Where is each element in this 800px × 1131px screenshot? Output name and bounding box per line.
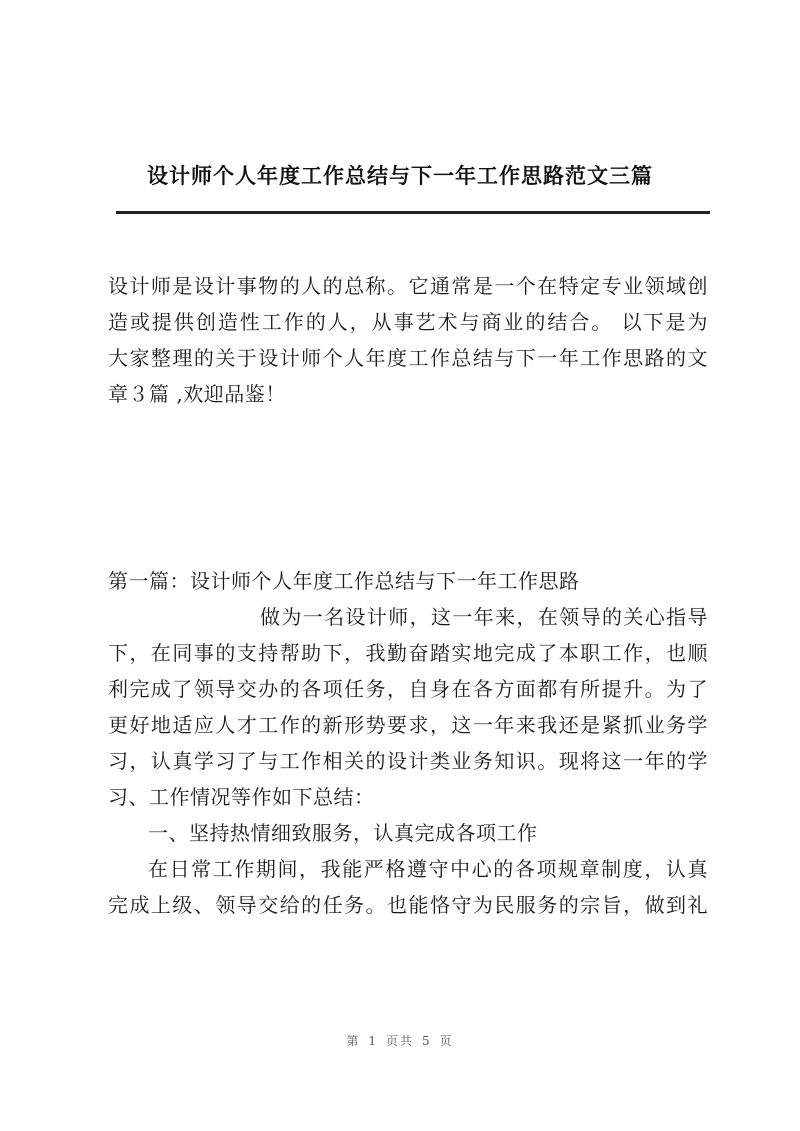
body-line-4: 更好地适应人才工作的新形势要求，这一年来我还是紧抓业务学 xyxy=(108,713,708,737)
page-footer xyxy=(0,1032,800,1049)
intro-line-2: 造或提供创造性工作的人，从事艺术与商业的结合。 以下是为 xyxy=(108,310,708,334)
footer-mid: 页共 xyxy=(385,1034,414,1048)
title-underline xyxy=(116,211,710,214)
body-line-2: 下，在同事的支持帮助下，我勤奋踏实地完成了本职工作，也顺 xyxy=(108,641,708,665)
document-title: 设计师个人年度工作总结与下一年工作思路范文三篇 xyxy=(147,164,653,188)
para2-line-2: 完成上级、领导交给的任务。也能恪守为民服务的宗旨，做到礼 xyxy=(108,893,708,917)
body-line-5: 习，认真学习了与工作相关的设计类业务知识。现将这一年的学 xyxy=(108,749,708,773)
section-heading: 第一篇：设计师个人年度工作总结与下一年工作思路 xyxy=(108,569,580,593)
para2-line-1: 在日常工作期间，我能严格遵守中心的各项规章制度，认真 xyxy=(148,857,708,881)
subheading: 一、坚持热情细致服务，认真完成各项工作 xyxy=(148,821,538,845)
intro-line-3: 大家整理的关于设计师个人年度工作总结与下一年工作思路的文 xyxy=(108,346,708,370)
body-line-3: 利完成了领导交办的各项任务，自身在各方面都有所提升。为了 xyxy=(108,677,708,701)
body-line-6: 习、工作情况等作如下总结： xyxy=(108,785,375,809)
footer-total-pages: 5 xyxy=(422,1034,432,1048)
footer-prefix: 第 xyxy=(346,1034,361,1048)
intro-line-1: 设计师是设计事物的人的总称。它通常是一个在特定专业领域创 xyxy=(108,274,708,298)
body-line-1: 做为一名设计师，这一年来，在领导的关心指导 xyxy=(260,605,708,629)
footer-page-number: 1 xyxy=(368,1034,378,1048)
footer-suffix: 页 xyxy=(439,1034,454,1048)
intro-line-4: 章３篇 ,欢迎品鉴！ xyxy=(108,382,286,406)
